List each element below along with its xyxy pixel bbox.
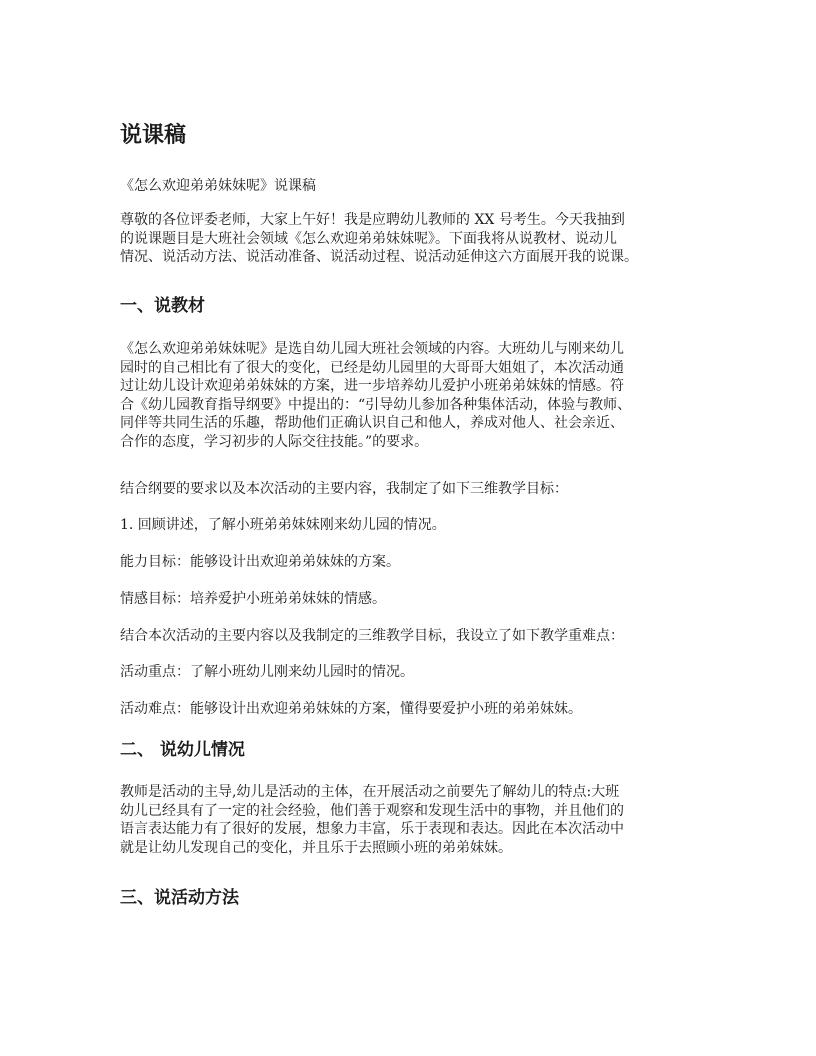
paragraph-line: 活动重点：了解小班幼儿刚来幼儿园时的情况。 <box>120 664 414 680</box>
document-title: 说课稿 <box>120 123 187 148</box>
paragraph-line: 活动难点：能够设计出欢迎弟弟妹妹的方案，懂得要爱护小班的弟弟妹妹。 <box>120 701 582 717</box>
section-heading-activity-method: 三、说活动方法 <box>120 888 239 908</box>
intro-paragraph <box>120 211 720 267</box>
paragraph-line: 同伴等共同生活的乐趣，帮助他们正确认识自己和他人，养成对他人、社会亲近、 <box>120 415 624 431</box>
subtitle-line: 《怎么欢迎弟弟妹妹呢》说课稿 <box>120 178 316 194</box>
intro-line: 尊敬的各位评委老师，大家上午好！我是应聘幼儿教师的 XX 号考生。今天我抽到 <box>120 212 625 228</box>
paragraph-line: 语言表达能力有了很好的发展，想象力丰富，乐于表现和表达。因此在本次活动中 <box>120 821 624 837</box>
goal-line: 1. 回顾讲述，了解小班弟弟妹妹刚来幼儿园的情况。 <box>120 517 446 533</box>
key-difficulty-intro-paragraph <box>120 627 720 646</box>
paragraph-line: 过让幼儿设计欢迎弟弟妹妹的方案，进一步培养幼儿爱护小班弟弟妹妹的情感。符 <box>120 378 624 394</box>
document-subtitle <box>120 177 720 196</box>
ability-goal <box>120 553 720 572</box>
knowledge-goal <box>120 516 720 535</box>
paragraph-line: 合《幼儿园教育指导纲要》中提出的：“引导幼儿参加各种集体活动，体验与教师、 <box>120 396 632 413</box>
activity-difficulty <box>120 700 720 719</box>
paragraph-line: 合作的态度，学习初步的人际交往技能。”的要求。 <box>120 433 429 450</box>
children-situation-paragraph <box>120 783 720 857</box>
paragraph-line: 结合纲要的要求以及本次活动的主要内容，我制定了如下三维教学目标： <box>120 481 568 497</box>
activity-key-point <box>120 663 720 682</box>
intro-line: 的说课题目是大班社会领域《怎么欢迎弟弟妹妹呢》。下面我将从说教材、说动儿 <box>120 230 617 247</box>
intro-line: 情况、说活动方法、说活动准备、说活动过程、说活动延伸这六方面展开我的说课。 <box>120 249 638 265</box>
section-heading-children-situation: 二、 说幼儿情况 <box>120 740 245 760</box>
section-heading-teaching-material: 一、说教材 <box>120 296 205 316</box>
goal-line: 能力目标：能够设计出欢迎弟弟妹妹的方案。 <box>120 554 400 570</box>
goal-line: 情感目标：培养爱护小班弟弟妹妹的情感。 <box>120 591 386 607</box>
emotion-goal <box>120 590 720 609</box>
paragraph-line: 教师是活动的主导,幼儿是活动的主体，在开展活动之前要先了解幼儿的特点:大班 <box>120 784 620 800</box>
teaching-material-paragraph <box>120 340 720 451</box>
objectives-intro-paragraph <box>120 480 720 499</box>
paragraph-line: 就是让幼儿发现自己的变化，并且乐于去照顾小班的弟弟妹妹。 <box>120 839 512 856</box>
paragraph-line: 园时的自己相比有了很大的变化，已经是幼儿园里的大哥哥大姐姐了，本次活动通 <box>120 359 624 376</box>
paragraph-line: 幼儿已经具有了一定的社会经验，他们善于观察和发现生活中的事物，并且他们的 <box>120 802 624 819</box>
paragraph-line: 结合本次活动的主要内容以及我制定的三维教学目标，我设立了如下教学重难点： <box>120 628 624 644</box>
paragraph-line: 《怎么欢迎弟弟妹妹呢》是选自幼儿园大班社会领域的内容。大班幼儿与刚来幼儿 <box>120 341 624 357</box>
